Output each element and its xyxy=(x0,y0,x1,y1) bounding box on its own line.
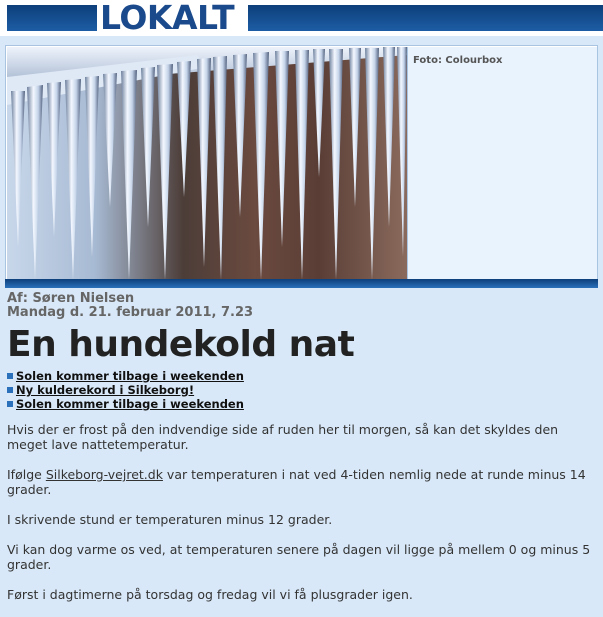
related-link-item xyxy=(7,383,244,397)
image-caption-box xyxy=(407,47,597,280)
paragraph: Først i dagtimerne på torsdag og fredag vil vi få plusgrader igen. xyxy=(7,587,413,602)
paragraph: Hvis der er frost på den indvendige side af ruden her til morgen, så kan det skyldes den meget lave nattetemperatur. xyxy=(7,422,559,452)
photo-credit: Foto: Colourbox xyxy=(413,55,503,66)
related-links-list xyxy=(7,369,244,411)
related-link-item xyxy=(7,397,244,411)
silkeborg-vejret-link[interactable]: Silkeborg-vejret.dk xyxy=(45,467,163,482)
header-stripe-left xyxy=(7,5,97,31)
paragraph-text: Ifølge xyxy=(7,467,46,482)
article-image-frame xyxy=(5,45,598,285)
icicles-photo xyxy=(7,47,407,280)
related-link[interactable]: Ny kulderekord i Silkeborg! xyxy=(16,383,195,397)
related-link[interactable]: Solen kommer tilbage i weekenden xyxy=(16,397,244,411)
bullet-square-icon xyxy=(7,401,13,407)
header-stripe-right xyxy=(248,5,603,31)
paragraph xyxy=(7,467,597,497)
image-bottom-bar xyxy=(5,279,598,288)
icicles-illustration xyxy=(7,47,407,280)
paragraph: I skrivende stund er temperaturen minus 12 grader. xyxy=(7,512,333,527)
bullet-square-icon xyxy=(7,387,13,393)
related-link-item xyxy=(7,369,244,383)
bullet-square-icon xyxy=(7,373,13,379)
author: Af: Søren Nielsen xyxy=(7,291,135,306)
article-body xyxy=(7,422,597,617)
section-title: LOKALT xyxy=(100,0,235,37)
paragraph: Vi kan dog varme os ved, at temperaturen senere på dagen vil ligge på mellem 0 og minus 5 grader. xyxy=(7,542,591,572)
publish-date: Mandag d. 21. februar 2011, 7.23 xyxy=(7,305,254,320)
section-header xyxy=(0,0,603,36)
paragraph-text: var temperaturen i nat ved 4-tiden nemlig nede at runde minus 14 grader. xyxy=(7,467,586,497)
article-headline: En hundekold nat xyxy=(7,324,355,365)
byline xyxy=(7,292,253,320)
related-link[interactable]: Solen kommer tilbage i weekenden xyxy=(16,369,244,383)
